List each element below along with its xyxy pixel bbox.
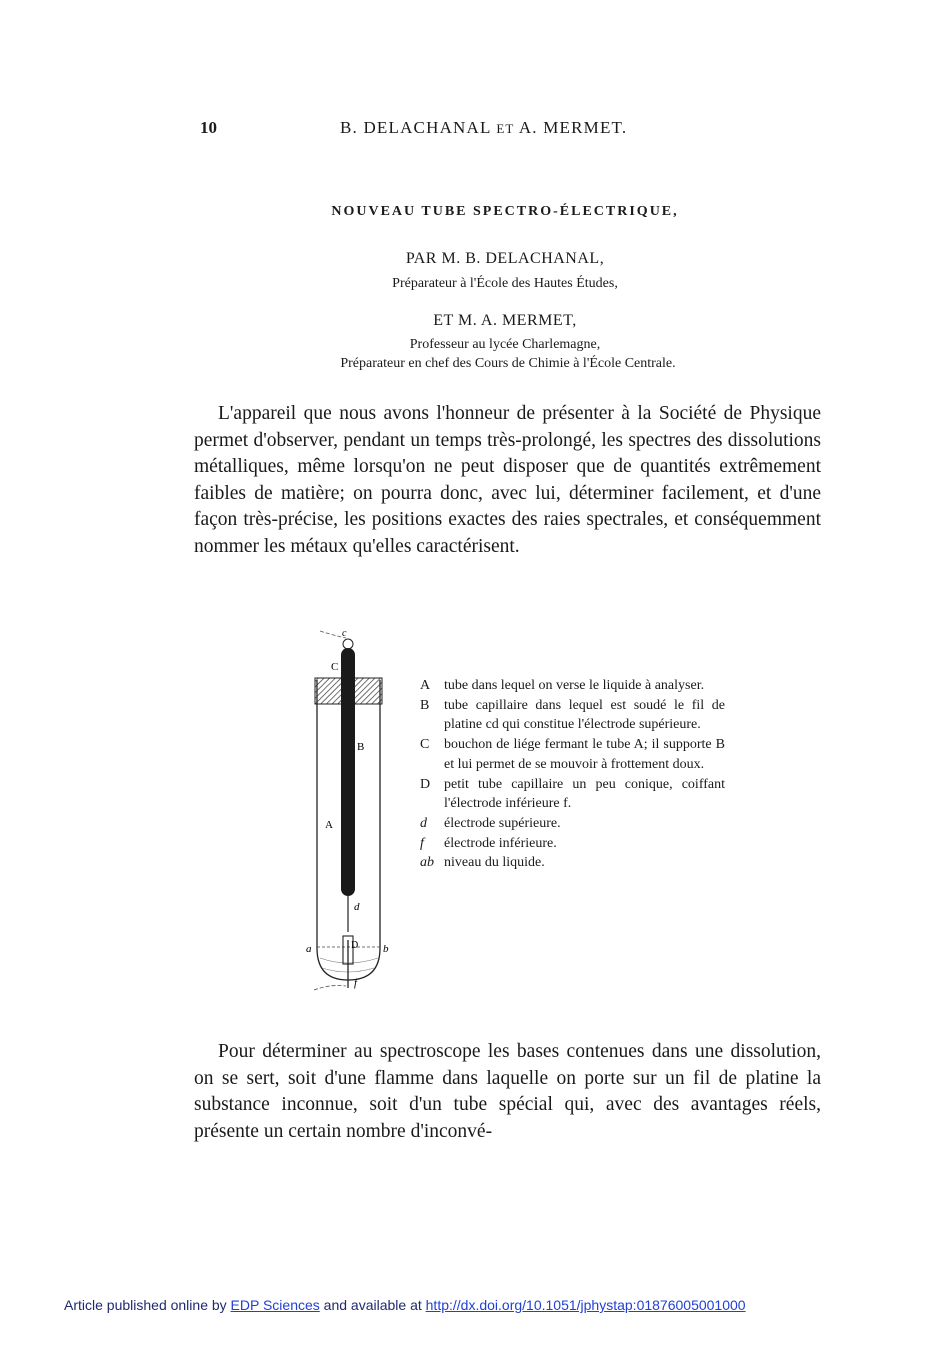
legend-item: [420, 834, 725, 854]
label-D: D: [351, 940, 359, 951]
affiliation-mermet-2: Préparateur en chef des Cours de Chimie à l'École Centrale.: [340, 356, 676, 371]
legend-item: [420, 775, 725, 814]
doi-link[interactable]: http://dx.doi.org/10.1051/jphystap:01876005001000: [425, 1297, 746, 1313]
legend-text: niveau du liquide.: [444, 855, 545, 871]
legend-item: [420, 696, 725, 735]
capillary-tube-b: [341, 648, 355, 896]
legend-text: électrode inférieure.: [444, 835, 557, 851]
legend-text: tube dans lequel on verse le liquide à analyser.: [444, 678, 705, 693]
legend-item: [420, 853, 725, 873]
terminal-c: [343, 639, 353, 649]
running-head-author-a: B. DELACHANAL: [340, 118, 497, 137]
running-head: [0, 118, 930, 142]
article-title: NOUVEAU TUBE SPECTRO-ÉLECTRIQUE,: [331, 204, 679, 219]
legend-key: D: [420, 776, 431, 792]
label-A: A: [325, 819, 333, 831]
body-paragraph-2: Pour déterminer au spectroscope les bases contenues dans une dissolution, on se sert, soit d'une flamme dans laquelle on porte sur un fil de platine la substance inconnue, soit d'un tube spécial qui, avec des avantages réels, présente un certain nombre d'inconvé-: [194, 1041, 821, 1142]
byline-delachanal: PAR M. B. DELACHANAL,: [405, 250, 605, 267]
running-head-et: ET: [496, 121, 515, 136]
edp-sciences-link[interactable]: EDP Sciences: [230, 1297, 320, 1313]
figure-legend: [420, 676, 725, 873]
apparatus-figure: [300, 628, 410, 998]
footer-middle: and available at: [319, 1297, 426, 1313]
body-paragraph-1: L'appareil que nous avons l'honneur de présenter à la Société de Physique permet d'observer, pendant un temps très-prolongé, les spectres des dissolutions métalliques, même lorsqu'on ne peut disposer que de quantités extrêmement faibles de matière; on pourra donc, avec lui, déterminer facilement, et d'une façon très-précise, les positions exactes des raies spectrales, et conséquemment nommer les métaux qu'elles caractérisent.: [194, 403, 821, 557]
affiliation-delachanal: Préparateur à l'École des Hautes Études,: [392, 276, 618, 291]
legend-item: [420, 814, 725, 834]
legend-text: bouchon de liége fermant le tube A; il supporte B et lui permet de se mouvoir à frottement doux.: [444, 737, 725, 772]
legend-key: C: [420, 737, 430, 753]
legend-key: A: [420, 678, 431, 693]
label-f: f: [354, 977, 358, 989]
legend-text: tube capillaire dans lequel est soudé le fil de platine cd qui constitue l'électrode supérieure.: [444, 697, 725, 733]
legend-key: B: [420, 697, 430, 713]
running-head-authors: [340, 118, 627, 138]
tube-diagram: [300, 628, 410, 998]
legend-key: ab: [420, 855, 434, 871]
label-B: B: [357, 741, 365, 753]
label-C: C: [331, 661, 339, 673]
byline-mermet: ET M. A. MERMET,: [433, 312, 577, 329]
legend-text: petit tube capillaire un peu conique, coiffant l'électrode inférieure f.: [444, 776, 725, 812]
label-a: a: [306, 943, 312, 955]
publication-footer: [64, 1297, 746, 1313]
label-c: c: [342, 628, 347, 639]
legend-key: f: [420, 835, 424, 851]
legend-text: électrode supérieure.: [444, 815, 561, 831]
label-d: d: [354, 901, 360, 913]
affiliation-mermet-1: Professeur au lycée Charlemagne,: [409, 337, 601, 352]
running-head-author-b: A. MERMET.: [514, 118, 628, 137]
page-number: 10: [200, 118, 217, 137]
legend-key: d: [420, 815, 427, 831]
legend-item: [420, 735, 725, 774]
label-b: b: [383, 943, 389, 955]
legend-item: [420, 676, 725, 696]
footer-prefix: Article published online by: [64, 1297, 231, 1313]
